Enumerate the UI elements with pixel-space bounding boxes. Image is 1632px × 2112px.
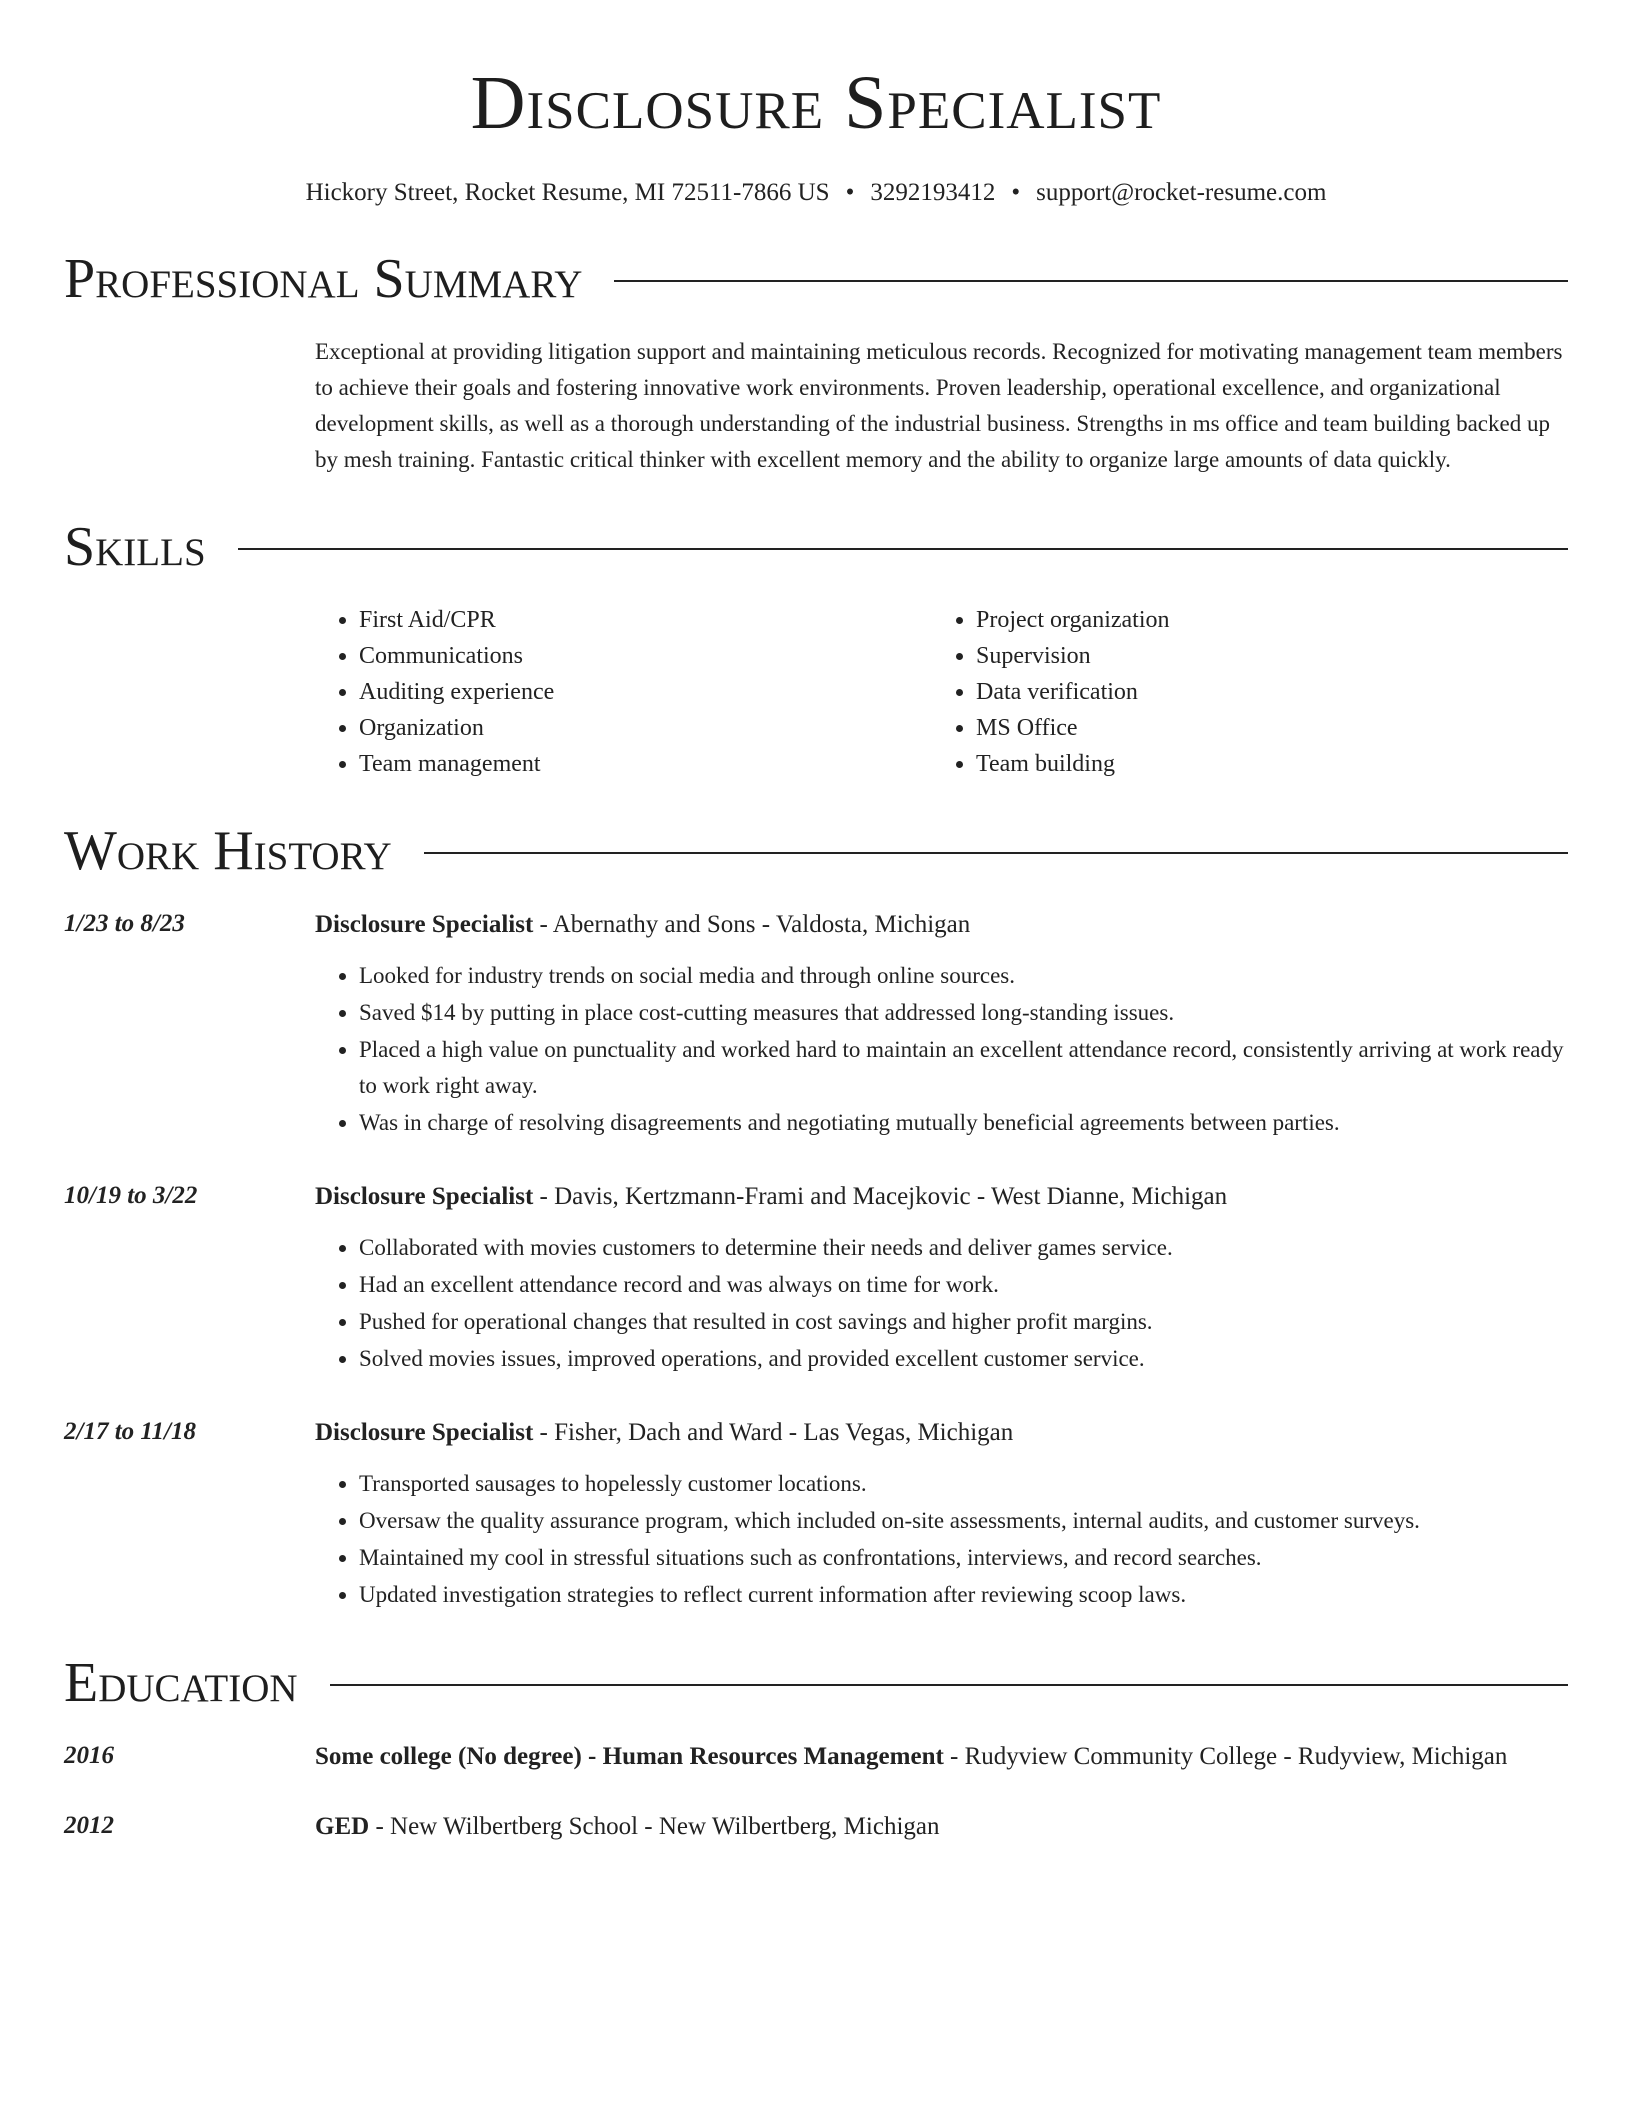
job-entry xyxy=(64,906,1568,1142)
contact-address: Hickory Street, Rocket Resume, MI 72511-7866 US xyxy=(305,179,830,206)
summary-section-header xyxy=(64,246,1568,312)
contact-separator: • xyxy=(845,179,855,206)
skills-section-header xyxy=(64,514,1568,580)
job-bullet: • Updated investigation strategies to reflect current information after reviewing scoop laws. xyxy=(359,1577,1568,1613)
education-entry xyxy=(64,1738,1568,1776)
summary-heading: Professional Summary xyxy=(64,248,583,310)
section-divider xyxy=(614,280,1568,282)
work-heading: Work History xyxy=(64,820,392,882)
job-title-line xyxy=(315,1414,1568,1452)
job-bullet: • Looked for industry trends on social media and through online sources. xyxy=(359,958,1568,994)
education-heading: Education xyxy=(64,1652,298,1714)
skills-column-right xyxy=(932,602,1549,782)
skills-heading: Skills xyxy=(64,516,206,578)
skill-item: • Auditing experience xyxy=(359,674,932,710)
job-title: Disclosure Specialist xyxy=(315,1419,534,1446)
skills-column-left xyxy=(315,602,932,782)
skill-item: • Team building xyxy=(976,746,1549,782)
job-bullet: • Placed a high value on punctuality and worked hard to maintain an excellent attendance record, consistently arriving at work ready to work right away. xyxy=(359,1032,1568,1104)
job-bullets xyxy=(315,958,1568,1141)
job-dates: 10/19 to 3/22 xyxy=(64,1182,198,1209)
job-title: Disclosure Specialist xyxy=(315,911,534,938)
job-title: Disclosure Specialist xyxy=(315,1183,534,1210)
section-divider xyxy=(424,852,1568,854)
education-content xyxy=(315,1808,1568,1846)
job-bullet: • Had an excellent attendance record and was always on time for work. xyxy=(359,1267,1568,1303)
contact-email: support@rocket-resume.com xyxy=(1036,179,1327,206)
job-bullet: • Pushed for operational changes that resulted in cost savings and higher profit margins. xyxy=(359,1304,1568,1340)
education-degree: GED xyxy=(315,1813,370,1840)
skill-item: • Communications xyxy=(359,638,932,674)
job-company: - Fisher, Dach and Ward - Las Vegas, Michigan xyxy=(533,1419,1014,1446)
job-bullet: • Collaborated with movies customers to determine their needs and deliver games service. xyxy=(359,1230,1568,1266)
job-bullet: • Transported sausages to hopelessly customer locations. xyxy=(359,1466,1568,1502)
education-school: - New Wilbertberg School - New Wilbertberg, Michigan xyxy=(369,1813,940,1840)
job-company: - Abernathy and Sons - Valdosta, Michigan xyxy=(533,911,971,938)
job-title-line xyxy=(315,906,1568,944)
education-line xyxy=(315,1808,1568,1846)
education-year: 2016 xyxy=(64,1742,114,1769)
candidate-name: Disclosure Specialist xyxy=(470,61,1162,145)
contact-separator: • xyxy=(1011,179,1021,206)
skills-list xyxy=(315,602,1568,782)
section-divider xyxy=(238,548,1568,550)
skill-item: • MS Office xyxy=(976,710,1549,746)
skill-item: • Team management xyxy=(359,746,932,782)
skill-item: • Organization xyxy=(359,710,932,746)
job-bullet: • Solved movies issues, improved operations, and provided excellent customer service. xyxy=(359,1341,1568,1377)
job-bullet: • Maintained my cool in stressful situations such as confrontations, interviews, and record searches. xyxy=(359,1540,1568,1576)
education-section-header xyxy=(64,1650,1568,1716)
job-content xyxy=(315,1414,1568,1614)
job-content xyxy=(315,1178,1568,1378)
work-section-header xyxy=(64,818,1568,884)
job-company: - Davis, Kertzmann-Frami and Macejkovic - West Dianne, Michigan xyxy=(533,1183,1228,1210)
education-year: 2012 xyxy=(64,1812,114,1839)
job-bullet: • Was in charge of resolving disagreements and negotiating mutually beneficial agreements between parties. xyxy=(359,1105,1568,1141)
job-dates: 1/23 to 8/23 xyxy=(64,910,185,937)
job-dates: 2/17 to 11/18 xyxy=(64,1418,196,1445)
contact-phone: 3292193412 xyxy=(870,179,996,206)
job-entry xyxy=(64,1414,1568,1614)
skill-item: • First Aid/CPR xyxy=(359,602,932,638)
job-entry xyxy=(64,1178,1568,1378)
job-bullets xyxy=(315,1230,1568,1377)
job-title-line xyxy=(315,1178,1568,1216)
education-content xyxy=(315,1738,1568,1776)
job-bullet: • Oversaw the quality assurance program, which included on-site assessments, internal audits, and customer surveys. xyxy=(359,1503,1568,1539)
job-content xyxy=(315,906,1568,1142)
contact-line xyxy=(64,176,1568,210)
skill-item: • Project organization xyxy=(976,602,1549,638)
section-divider xyxy=(330,1684,1568,1686)
summary-text: Exceptional at providing litigation support and maintaining meticulous records. Recognized for motivating management team members to achieve their goals and fostering innovative work environments. Proven leadership, operational excellence, and organizational development skills, as well as a thorough understanding of the industrial business. Strengths in ms office and team building backed up by mesh training. Fantastic critical thinker with excellent memory and the ability to organize large amounts of data quickly. xyxy=(315,339,1563,472)
education-entry xyxy=(64,1808,1568,1846)
job-bullet: • Saved $14 by putting in place cost-cutting measures that addressed long-standing issues. xyxy=(359,995,1568,1031)
education-school: - Rudyview Community College - Rudyview, Michigan xyxy=(943,1743,1508,1770)
education-line xyxy=(315,1738,1568,1776)
education-degree: Some college (No degree) - Human Resources Management xyxy=(315,1743,944,1770)
job-bullets xyxy=(315,1466,1568,1613)
skill-item: • Data verification xyxy=(976,674,1549,710)
skill-item: • Supervision xyxy=(976,638,1549,674)
